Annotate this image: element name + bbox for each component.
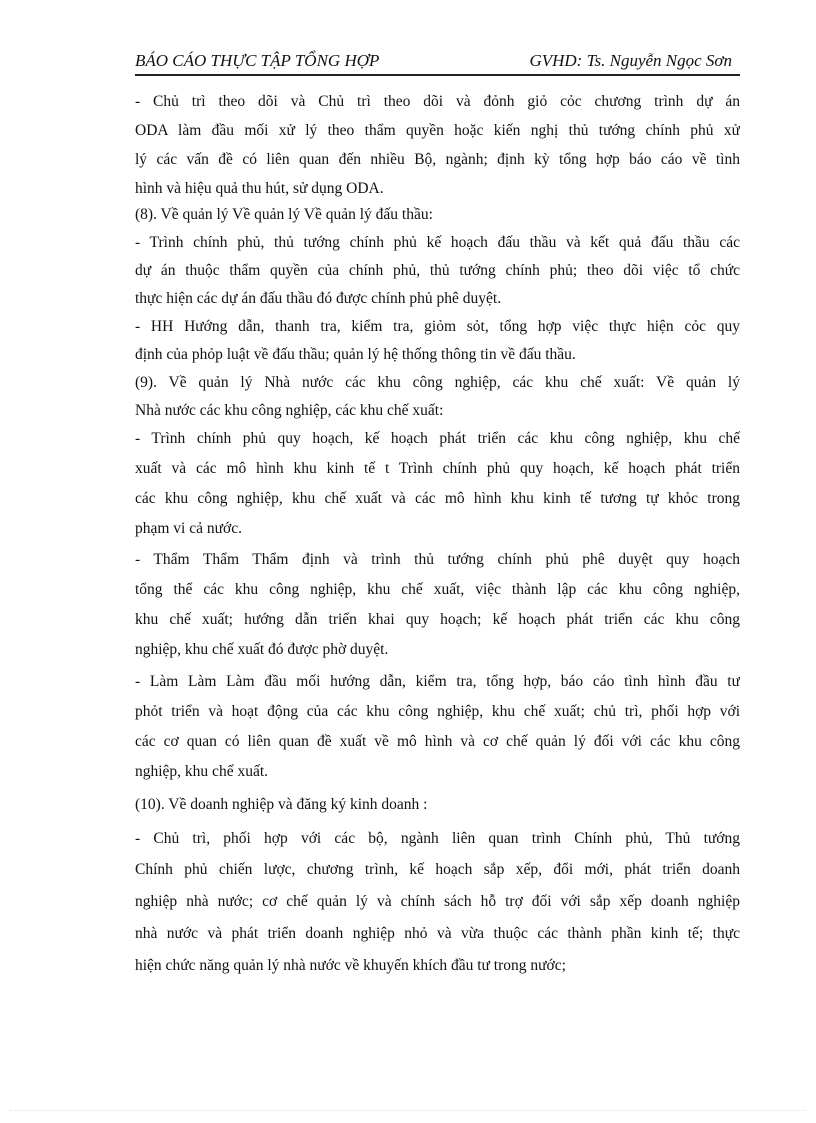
text-line: - Chủ trì, phối hợp với các bộ, ngành liên quan trình Chính phủ, Thủ tướng: [135, 830, 740, 847]
text-line: các khu công nghiệp, khu chế xuất và các mô hình khu kinh tế tương tự khỏc trong: [135, 490, 740, 507]
text-line: ODA làm đầu mối xử lý theo thẩm quyền hoặc kiến nghị thủ tướng chính phủ xử: [135, 122, 740, 139]
text-line: các cơ quan có liên quan đề xuất về mô hình và cơ chế quản lý đối với các khu công: [135, 733, 740, 750]
text-line: định của phỏp luật về đấu thầu; quản lý hệ thống thông tin về đấu thầu.: [135, 346, 576, 363]
page-bottom-border: [10, 1110, 806, 1111]
text-line: hiện chức năng quản lý nhà nước về khuyến khích đầu tư trong nước;: [135, 957, 566, 974]
text-line: nghiệp, khu chế xuất.: [135, 763, 269, 780]
supervisor-name: GVHD: Ts. Nguyễn Ngọc Sơn: [529, 51, 732, 70]
text-line: dự án thuộc thẩm quyền của chính phủ, thủ tướng chính phủ; theo dõi việc tổ chức: [135, 262, 740, 279]
text-line: nhà nước và phát triển doanh nghiệp nhỏ và vừa thuộc các thành phần kinh tế; thực: [135, 925, 740, 942]
text-line: nghiệp, khu chế xuất đó được phờ duyệt.: [135, 641, 389, 658]
text-line: phạm vi cả nước.: [135, 520, 242, 537]
text-line: - Trình chính phủ, thủ tướng chính phủ kế hoạch đấu thầu và kết quả đấu thầu các: [135, 234, 740, 251]
text-line: phỏt triển và hoạt động của các khu công nghiệp, khu chế xuất; chủ trì, phối hợp với: [135, 703, 740, 720]
text-line: khu chế xuất; hướng dẫn triển khai quy hoạch; kế hoạch phát triển các khu công: [135, 611, 740, 628]
text-line: nghiệp nhà nước; cơ chế quản lý và chính sách hỗ trợ đối với sắp xếp doanh nghiệp: [135, 893, 740, 910]
report-title: BÁO CÁO THỰC TẬP TỔNG HỢP: [135, 51, 380, 70]
text-line: Nhà nước các khu công nghiệp, các khu chế xuất:: [135, 402, 444, 419]
text-line: Chính phủ chiến lược, chương trình, kế hoạch sắp xếp, đổi mới, phát triển doanh: [135, 861, 740, 878]
text-line: - Thẩm Thẩm Thẩm định và trình thủ tướng chính phủ phê duyệt quy hoạch: [135, 551, 740, 568]
section-heading: (9). Về quản lý Nhà nước các khu công nghiệp, các khu chế xuất: Về quản lý: [135, 374, 740, 391]
text-line: xuất và các mô hình khu kinh tế t Trình chính phủ quy hoạch, kế hoạch phát triển: [135, 460, 740, 477]
page-header: [135, 48, 740, 76]
text-line: - Chủ trì theo dõi và Chủ trì theo dõi và đỏnh giỏ cỏc chương trình dự án: [135, 93, 740, 110]
text-line: lý các vấn đề có liên quan đến nhiều Bộ, ngành; định kỳ tổng hợp báo cáo về tình: [135, 151, 740, 168]
text-line: hình và hiệu quả thu hút, sử dụng ODA.: [135, 180, 384, 197]
text-line: tổng thể các khu công nghiệp, khu chế xuất, việc thành lập các khu công nghiệp,: [135, 581, 740, 598]
section-heading: (10). Về doanh nghiệp và đăng ký kinh doanh :: [135, 796, 428, 813]
section-heading: (8). Về quản lý Về quản lý Về quản lý đấu thầu:: [135, 206, 433, 223]
text-line: - HH Hướng dẫn, thanh tra, kiểm tra, giỏm sỏt, tổng hợp việc thực hiện cỏc quy: [135, 318, 740, 335]
text-line: - Làm Làm Làm đầu mối hướng dẫn, kiểm tra, tổng hợp, báo cáo tình hình đầu tư: [135, 673, 740, 690]
text-line: - Trình chính phủ quy hoạch, kế hoạch phát triển các khu công nghiệp, khu chế: [135, 430, 740, 447]
text-line: thực hiện các dự án đấu thầu đó được chính phủ phê duyệt.: [135, 290, 502, 307]
